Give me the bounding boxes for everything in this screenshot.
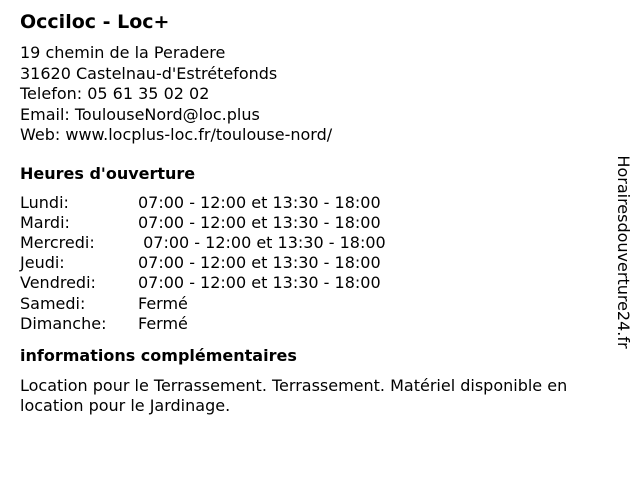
hours-row-mardi bbox=[20, 213, 620, 233]
info-description: Location pour le Terrassement. Terrassement. Matériel disponible en location pour le Jardinage. bbox=[20, 375, 568, 416]
day-time: 07:00 - 12:00 et 13:30 - 18:00 bbox=[138, 212, 381, 232]
day-label: Mardi: bbox=[20, 212, 70, 232]
day-label: Lundi: bbox=[20, 192, 69, 212]
business-card bbox=[20, 10, 620, 417]
web-line: Web: www.locplus-loc.fr/toulouse-nord/ bbox=[20, 125, 333, 144]
contact-block bbox=[20, 43, 620, 146]
day-label: Vendredi: bbox=[20, 273, 96, 293]
day-time: 07:00 - 12:00 et 13:30 - 18:00 bbox=[138, 273, 381, 293]
email-line: Email: ToulouseNord@loc.plus bbox=[20, 104, 260, 124]
hours-row-mercredi bbox=[20, 233, 620, 253]
day-time: Fermé bbox=[138, 313, 188, 333]
day-time: 07:00 - 12:00 et 13:30 - 18:00 bbox=[138, 232, 386, 252]
day-label: Dimanche: bbox=[20, 313, 107, 333]
address-street: 19 chemin de la Peradere bbox=[20, 43, 226, 62]
day-label: Mercredi: bbox=[20, 232, 95, 252]
day-label: Samedi: bbox=[20, 293, 86, 313]
opening-hours-list bbox=[20, 193, 620, 334]
site-watermark: Horairesdouverture24.fr bbox=[614, 155, 633, 349]
hours-row-jeudi bbox=[20, 253, 620, 273]
hours-heading: Heures d'ouverture bbox=[20, 163, 196, 183]
hours-row-dimanche bbox=[20, 314, 620, 334]
info-heading: informations complémentaires bbox=[20, 345, 297, 365]
address-city: 31620 Castelnau-d'Estrétefonds bbox=[20, 63, 278, 83]
day-time: 07:00 - 12:00 et 13:30 - 18:00 bbox=[138, 253, 381, 273]
day-label: Jeudi: bbox=[20, 253, 65, 273]
hours-row-samedi bbox=[20, 294, 620, 314]
phone-line: Telefon: 05 61 35 02 02 bbox=[20, 84, 210, 103]
business-name: Occiloc - Loc+ bbox=[20, 11, 170, 33]
day-time: Fermé bbox=[138, 293, 188, 313]
hours-row-lundi bbox=[20, 193, 620, 213]
hours-row-vendredi bbox=[20, 273, 620, 293]
day-time: 07:00 - 12:00 et 13:30 - 18:00 bbox=[138, 192, 381, 212]
